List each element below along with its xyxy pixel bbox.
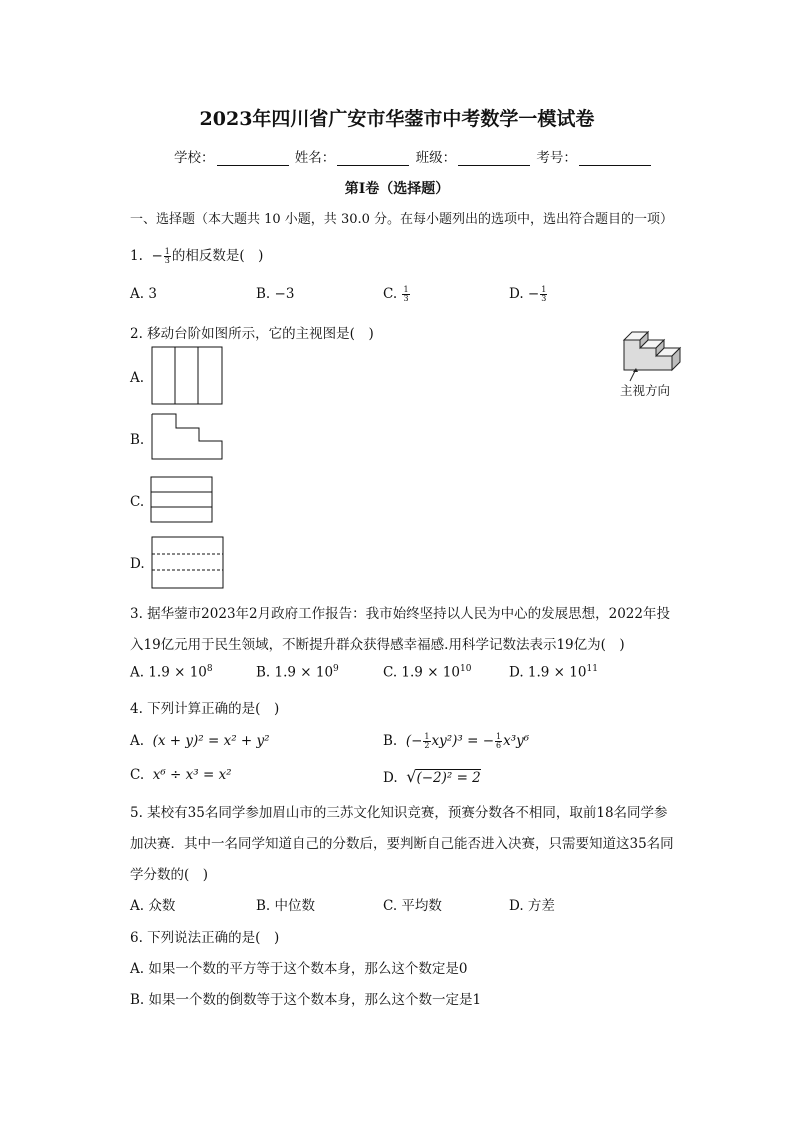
q4-b-frac-1 bbox=[423, 733, 430, 750]
school-label: 学校： bbox=[174, 150, 215, 166]
q1-number: 1. bbox=[130, 248, 143, 264]
q3-option-b bbox=[256, 664, 339, 681]
class-blank bbox=[458, 151, 530, 166]
id-blank bbox=[579, 151, 651, 166]
section-title: 第Ⅰ卷（选择题） bbox=[344, 181, 450, 197]
q4-option-b bbox=[383, 733, 529, 750]
q4-option-a bbox=[130, 733, 270, 749]
q2-option-d-label: D. bbox=[130, 556, 145, 572]
q5-option-d: D. 方差 bbox=[509, 898, 555, 914]
q1-c-num: 1 bbox=[403, 285, 409, 294]
q3-d-base: D. 1.9 × 10 bbox=[509, 664, 587, 681]
q4-b-label: B. bbox=[383, 733, 398, 749]
q4-b-frac-2 bbox=[495, 733, 502, 750]
q4-b-f2-den: 6 bbox=[496, 741, 502, 750]
q3-a-exp: 8 bbox=[206, 664, 213, 674]
view-direction-label: 主视方向 bbox=[620, 383, 671, 398]
exam-title: 2023年四川省广安市华蓥市中考数学一模试卷 bbox=[199, 108, 595, 130]
student-info-line bbox=[174, 146, 653, 166]
q1-d-num: 1 bbox=[541, 285, 547, 294]
q1-c-label: C. bbox=[383, 286, 398, 302]
q4-b-mid: xy²)³ = − bbox=[431, 733, 495, 749]
q1-option-c bbox=[383, 286, 411, 303]
q2-option-a-label: A. bbox=[130, 370, 145, 386]
q4-a-expr: (x + y)² = x² + y² bbox=[152, 733, 270, 749]
q4-b-f1-num: 1 bbox=[424, 732, 430, 741]
name-blank bbox=[337, 151, 409, 166]
q3-option-d bbox=[509, 664, 598, 681]
q1-c-den: 3 bbox=[403, 294, 409, 303]
question-6-stem: 6. 下列说法正确的是( ) bbox=[130, 930, 280, 946]
q3-line-2: 入19亿元用于民生领域，不断提升群众获得感幸福感.用科学记数法表示19亿为( ) bbox=[130, 637, 625, 653]
q5-line-1: 5. 某校有35名同学参加眉山市的三苏文化知识竞赛，预赛分数各不相同，取前18名同学参 bbox=[130, 805, 668, 821]
q1-d-fraction bbox=[540, 286, 547, 303]
q4-option-c bbox=[130, 767, 232, 783]
q1-d-label: D. − bbox=[509, 286, 540, 302]
q4-d-expr: (−2)² = 2 bbox=[416, 770, 481, 786]
q1-c-fraction bbox=[402, 286, 409, 303]
q4-option-d bbox=[383, 767, 481, 786]
q1-neg-sign: − bbox=[151, 248, 163, 264]
class-label: 班级： bbox=[415, 150, 457, 166]
q1-option-a: A. 3 bbox=[130, 286, 157, 302]
question-4-stem: 4. 下列计算正确的是( ) bbox=[130, 701, 280, 717]
q3-b-base: B. 1.9 × 10 bbox=[256, 664, 334, 681]
q3-line-1: 3. 据华蓥市2023年2月政府工作报告：我市始终坚持以人民为中心的发展思想，2022年投 bbox=[130, 606, 670, 622]
q3-c-exp: 10 bbox=[459, 664, 472, 674]
q3-option-a bbox=[130, 664, 213, 681]
q1-option-d bbox=[509, 286, 548, 303]
q3-b-exp: 9 bbox=[333, 664, 339, 674]
q4-d-label: D. bbox=[383, 770, 398, 786]
q4-c-expr: x⁶ ÷ x³ = x² bbox=[152, 767, 232, 783]
q5-line-2: 加决赛．其中一名同学知道自己的分数后，要判断自己能否进入决赛，只需要知道这35名同 bbox=[130, 836, 674, 852]
q4-c-label: C. bbox=[130, 767, 145, 783]
part-one-heading: 一、选择题（本大题共 10 小题，共 30.0 分。在每小题列出的选项中，选出符合题目的一项） bbox=[130, 212, 674, 227]
school-blank bbox=[217, 151, 289, 166]
q4-b-f2-num: 1 bbox=[496, 732, 502, 741]
q4-b-f1-den: 2 bbox=[424, 741, 430, 750]
q2-option-c-label: C. bbox=[130, 494, 145, 510]
q5-option-b: B. 中位数 bbox=[256, 898, 316, 914]
view-arrow-icon bbox=[624, 366, 644, 382]
q1-stem: 的相反数是( ) bbox=[171, 248, 264, 264]
q1-frac-num: 1 bbox=[164, 247, 170, 256]
q6-option-a: A. 如果一个数的平方等于这个数本身，那么这个数定是0 bbox=[130, 961, 468, 977]
q2-option-d-figure bbox=[150, 536, 226, 590]
q5-line-3: 学分数的( ) bbox=[130, 867, 209, 883]
q2-option-b-figure bbox=[150, 412, 224, 462]
id-label: 考号： bbox=[536, 150, 577, 166]
q4-b-end: x³y⁶ bbox=[503, 733, 530, 749]
q3-c-base: C. 1.9 × 10 bbox=[383, 664, 460, 681]
q1-frac-den: 3 bbox=[164, 256, 170, 265]
q6-option-b: B. 如果一个数的倒数等于这个数本身，那么这个数一定是1 bbox=[130, 992, 482, 1008]
q3-a-base: A. 1.9 × 10 bbox=[130, 664, 207, 681]
q1-fraction bbox=[164, 248, 171, 265]
q4-a-label: A. bbox=[130, 733, 145, 749]
q2-option-a-figure bbox=[150, 346, 224, 406]
q2-option-b-label: B. bbox=[130, 432, 145, 448]
q4-b-left: (− bbox=[405, 733, 423, 749]
question-1 bbox=[130, 244, 263, 265]
q3-option-c bbox=[383, 664, 471, 681]
q5-option-a: A. 众数 bbox=[130, 898, 176, 914]
q3-d-exp: 11 bbox=[586, 664, 598, 674]
q5-option-c: C. 平均数 bbox=[383, 898, 442, 914]
q1-option-b: B. −3 bbox=[256, 286, 295, 302]
name-label: 姓名： bbox=[294, 150, 336, 166]
q1-d-den: 3 bbox=[541, 294, 547, 303]
q2-option-c-figure bbox=[150, 476, 214, 524]
sqrt-icon: √ bbox=[406, 767, 417, 786]
question-2-stem: 2. 移动台阶如图所示，它的主视图是( ) bbox=[130, 326, 374, 342]
